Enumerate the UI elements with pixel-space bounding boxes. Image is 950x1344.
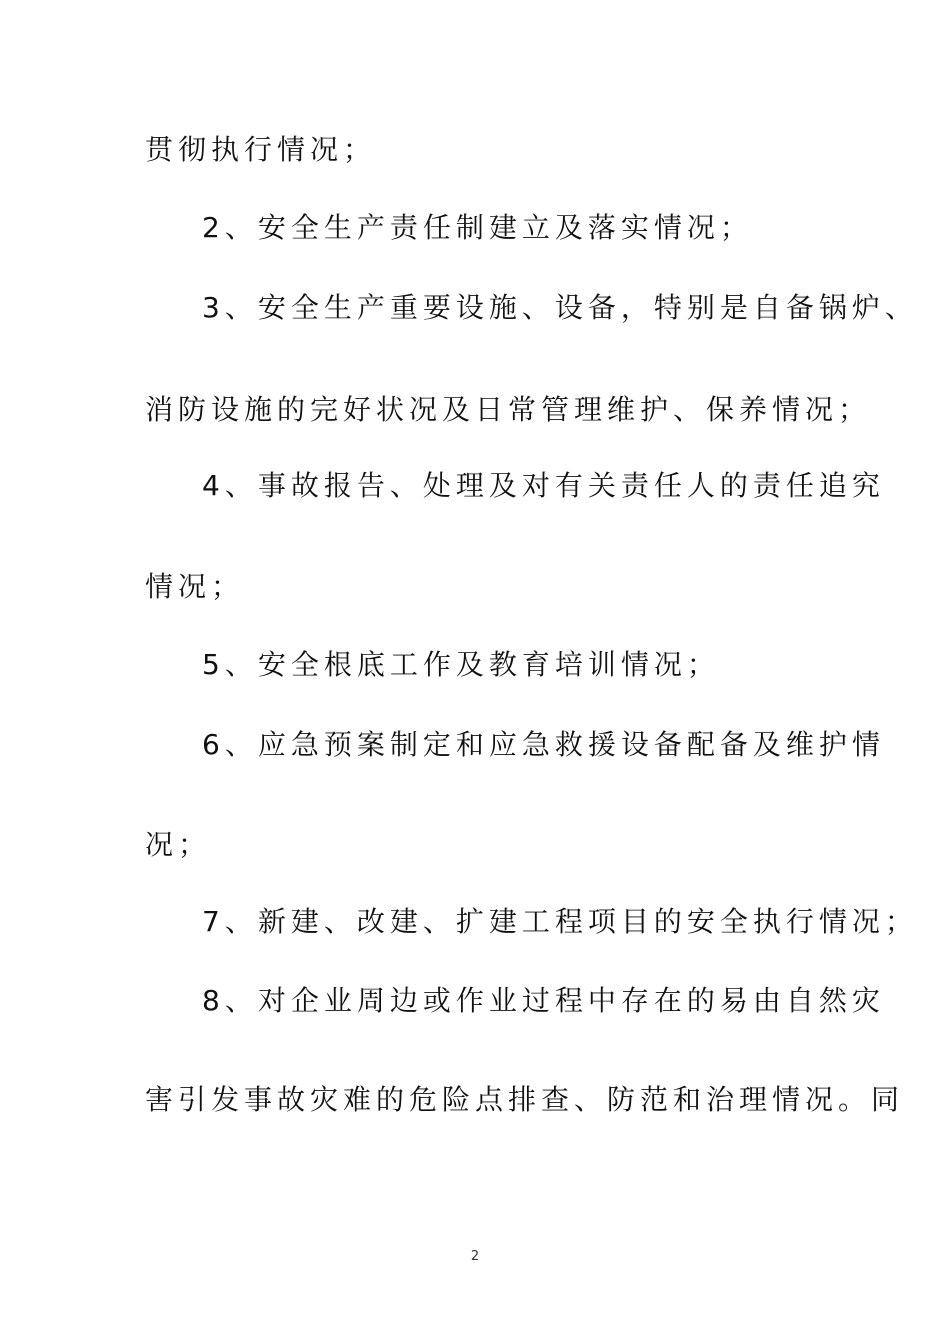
text-line-11: 8、对企业周边或作业过程中存在的易由自然灾 — [202, 984, 885, 1017]
text-line-10: 7、新建、改建、扩建工程项目的安全执行情况； — [202, 905, 918, 938]
text-line-5: 4、事故报告、处理及对有关责任人的责任追究 — [202, 469, 885, 502]
text-line-6: 情况； — [145, 570, 245, 603]
page-number: 2 — [470, 1249, 480, 1264]
text-line-8: 6、应急预案制定和应急救援设备配备及维护情 — [202, 728, 885, 761]
text-line-1: 贯彻执行情况； — [145, 133, 377, 166]
text-line-12: 害引发事故灾难的危险点排查、防范和治理情况。同 — [145, 1083, 905, 1116]
text-line-3: 3、安全生产重要设施、设备，特别是自备锅炉、 — [202, 291, 918, 324]
text-line-4: 消防设施的完好状况及日常管理维护、保养情况； — [145, 393, 872, 426]
text-line-2: 2、安全生产责任制建立及落实情况； — [202, 211, 753, 244]
text-line-7: 5、安全根底工作及教育培训情况； — [202, 648, 720, 681]
text-line-9: 况； — [145, 828, 212, 861]
